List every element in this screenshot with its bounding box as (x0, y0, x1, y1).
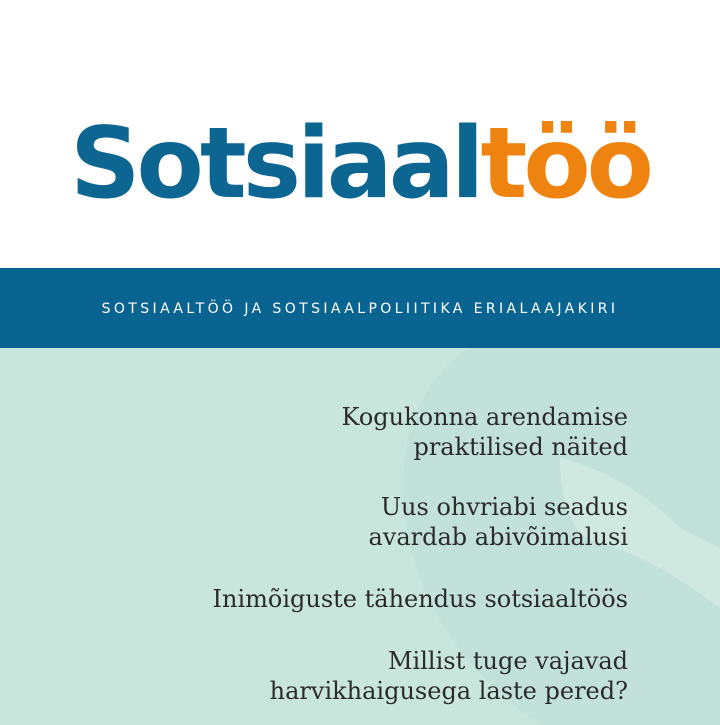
headline-community-development: Kogukonna arendamise praktilised näited (341, 403, 628, 461)
tagline: SOTSIAALTÖÖ JA SOTSIAALPOLIITIKA ERIALAAJAKIRI (101, 301, 619, 317)
logo-part-too: töö (480, 107, 651, 221)
cover-content (0, 348, 720, 725)
headline-rare-disease-families: Millist tuge vajavad harvikhaigusega laste pered? (269, 647, 628, 705)
masthead (0, 0, 720, 268)
logo-part-sotsiaal: Sotsiaal (69, 107, 481, 221)
magazine-logo (0, 107, 720, 221)
headline-human-rights: Inimõiguste tähendus sotsiaaltöös (212, 585, 628, 613)
headline-victim-support-act: Uus ohvriabi seadus avardab abivõimalusi (368, 493, 628, 551)
